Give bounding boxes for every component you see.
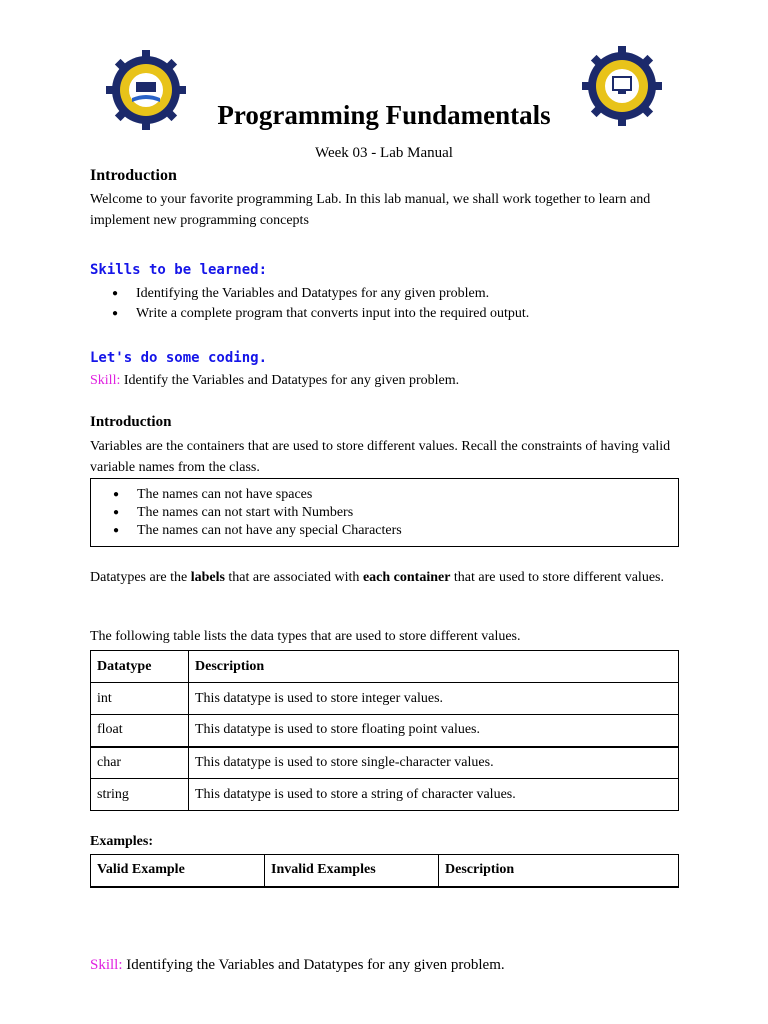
table-row [91, 747, 679, 779]
table-cell: int [91, 683, 189, 715]
table-header-row [91, 651, 679, 683]
coding-heading: Let's do some coding. [90, 350, 268, 366]
page-subtitle: Week 03 - Lab Manual [315, 145, 453, 161]
rules-list [91, 486, 678, 540]
rules-box [90, 478, 679, 547]
table-cell: char [91, 747, 189, 779]
table-header: Valid Example [91, 855, 265, 887]
intro-heading: Introduction [90, 167, 177, 184]
table-header-row [91, 855, 679, 887]
table-row [91, 779, 679, 811]
skill-label: Skill: [90, 373, 121, 388]
table-header: Invalid Examples [265, 855, 439, 887]
skill-text: Identifying the Variables and Datatypes for any given problem. [126, 957, 505, 973]
table-intro: The following table lists the data types that are used to store different values. [90, 629, 521, 644]
skill-label: Skill: [90, 957, 123, 973]
table-cell: float [91, 715, 189, 747]
list-item: ● Identifying the Variables and Datatypes for any given problem. [90, 284, 690, 304]
table-row [91, 715, 679, 747]
bottom-skill [90, 957, 505, 974]
datatypes-text: Datatypes are the labels that are associated with each container that are used to store different values. [90, 570, 664, 585]
datatype-table [90, 650, 679, 811]
list-item: ● The names can not start with Numbers [91, 504, 678, 522]
table-header: Description [439, 855, 679, 887]
table-cell: string [91, 779, 189, 811]
intro-text: Welcome to your favorite programming Lab. In this lab manual, we shall work together to learn and implement new programming concepts [90, 192, 651, 228]
examples-table [90, 854, 679, 888]
intro2-heading: Introduction [90, 414, 172, 430]
table-cell: This datatype is used to store integer values. [189, 683, 679, 715]
examples-heading: Examples: [90, 834, 153, 849]
skills-list [90, 284, 690, 324]
list-item: ● Write a complete program that converts input into the required output. [90, 304, 690, 324]
page-title: Programming Fundamentals [217, 100, 551, 130]
table-cell: This datatype is used to store floating point values. [189, 715, 679, 747]
list-item: ● The names can not have spaces [91, 486, 678, 504]
table-header: Description [189, 651, 679, 683]
table-header: Datatype [91, 651, 189, 683]
coding-skill [90, 373, 459, 389]
list-item: ● The names can not have any special Characters [91, 522, 678, 540]
intro2-text: Variables are the containers that are used to store different values. Recall the constraints of having valid variable names from the class. [90, 439, 671, 475]
table-row [91, 683, 679, 715]
skill-text: Identify the Variables and Datatypes for any given problem. [123, 373, 460, 388]
table-cell: This datatype is used to store a string of character values. [189, 779, 679, 811]
table-cell: This datatype is used to store single-character values. [189, 747, 679, 779]
skills-heading: Skills to be learned: [90, 262, 268, 278]
